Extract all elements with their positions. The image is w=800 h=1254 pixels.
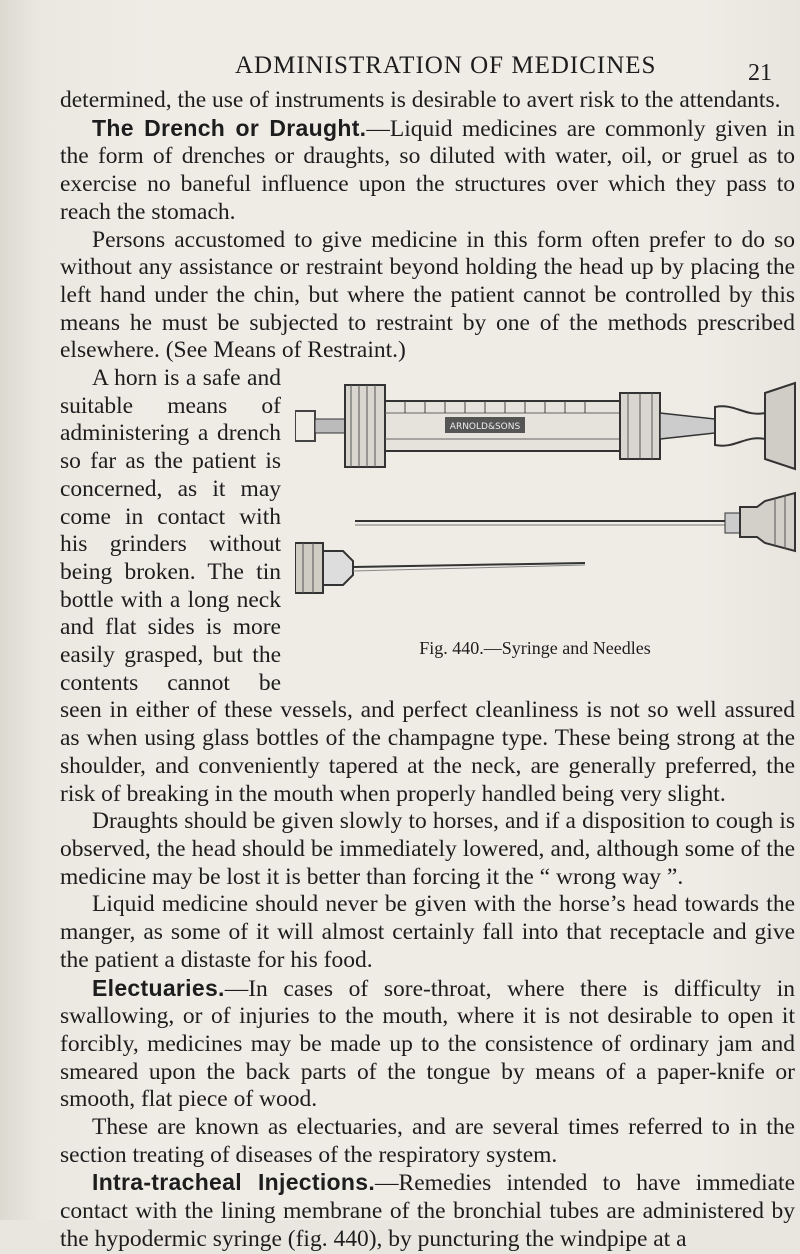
page-number: 21	[748, 60, 772, 86]
needle-short	[295, 543, 585, 593]
paragraph-known: These are known as electuaries, and are several times referred to in the section treating of diseases of the respiratory system.	[60, 1114, 795, 1168]
syringe-upper	[295, 383, 795, 469]
barrel-label: ARNOLD&SONS	[449, 422, 521, 433]
paragraph-electuaries-body: —In cases of sore-throat, where there is difficulty in swallowing, or of injuries to the mouth, where it is not desirable to open it forcibly, medicines may be made up to the consistence of ordinary jam and smeared upon the back parts of the tongue by means of a paper-knife or smooth, flat piece of wood.	[60, 975, 795, 1113]
page-header	[0, 52, 800, 86]
paragraph-liquid: Liquid medicine should never be given with the horse’s head towards the manger, as some of it will almost certainly fall into that receptacle and give the patient a distaste for his food.	[60, 891, 795, 973]
section-heading-intratracheal: Intra-tracheal Injections.	[92, 1169, 376, 1196]
section-heading-electuaries: Electuaries.	[92, 974, 225, 1001]
paragraph-intratracheal	[60, 1169, 795, 1253]
paragraph-draughts: Draughts should be given slowly to horses, and if a disposition to cough is observed, the head should be immediately lowered, and, although some of the medicine may be lost it is better than forcing it the “ wrong way ”.	[60, 808, 795, 890]
figure-syringe	[295, 373, 800, 683]
body-text	[60, 87, 795, 1254]
paragraph-electuaries	[60, 975, 795, 1115]
paragraph-drench	[60, 115, 795, 227]
running-head: ADMINISTRATION OF MEDICINES	[235, 52, 657, 79]
paragraph-intratracheal-body: —Remedies intended to have immediate contact with the lining membrane of the bronchial tubes are administered by the hypodermic syringe (fig. 440), by puncturing the windpipe at a	[60, 1170, 795, 1252]
paragraph-persons: Persons accustomed to give medicine in this form often prefer to do so without any assistance or restraint beyond holding the head up by placing the left hand under the chin, but where the patient cannot be controlled by this means he must be subjected to restraint by one of the methods prescribed elsewhere. (See Means of Restraint.)	[60, 226, 795, 364]
paragraph-horn: A horn is a safe and suitable means of administering a drench so far as the patient is concerned, as it may come in contact with his grinders without being broken. The tin bottle with a long neck and flat sides is more easily grasped, but the contents cannot be seen in either of these vessels, and perfect cleanliness is not so well assured as when using glass bottles of the champagne type. These being strong at the shoulder, and conveniently tapered at the neck, are generally preferred, the risk of breaking in the mouth when properly handled being very slight.	[60, 365, 795, 807]
figure-caption: Fig. 440.—Syringe and Needles	[419, 638, 651, 659]
needle-long	[355, 493, 795, 551]
paragraph-drench-body: —Liquid medicines are commonly given in the form of drenches or draughts, so diluted with water, oil, or gruel as to exercise no baneful influence upon the structures over which they pass to reach the stomach.	[60, 115, 795, 225]
section-heading-drench: The Drench or Draught.	[92, 114, 367, 141]
paragraph-intro: determined, the use of instruments is desirable to avert risk to the attendants.	[60, 87, 781, 113]
syringe-illustration	[295, 373, 800, 633]
